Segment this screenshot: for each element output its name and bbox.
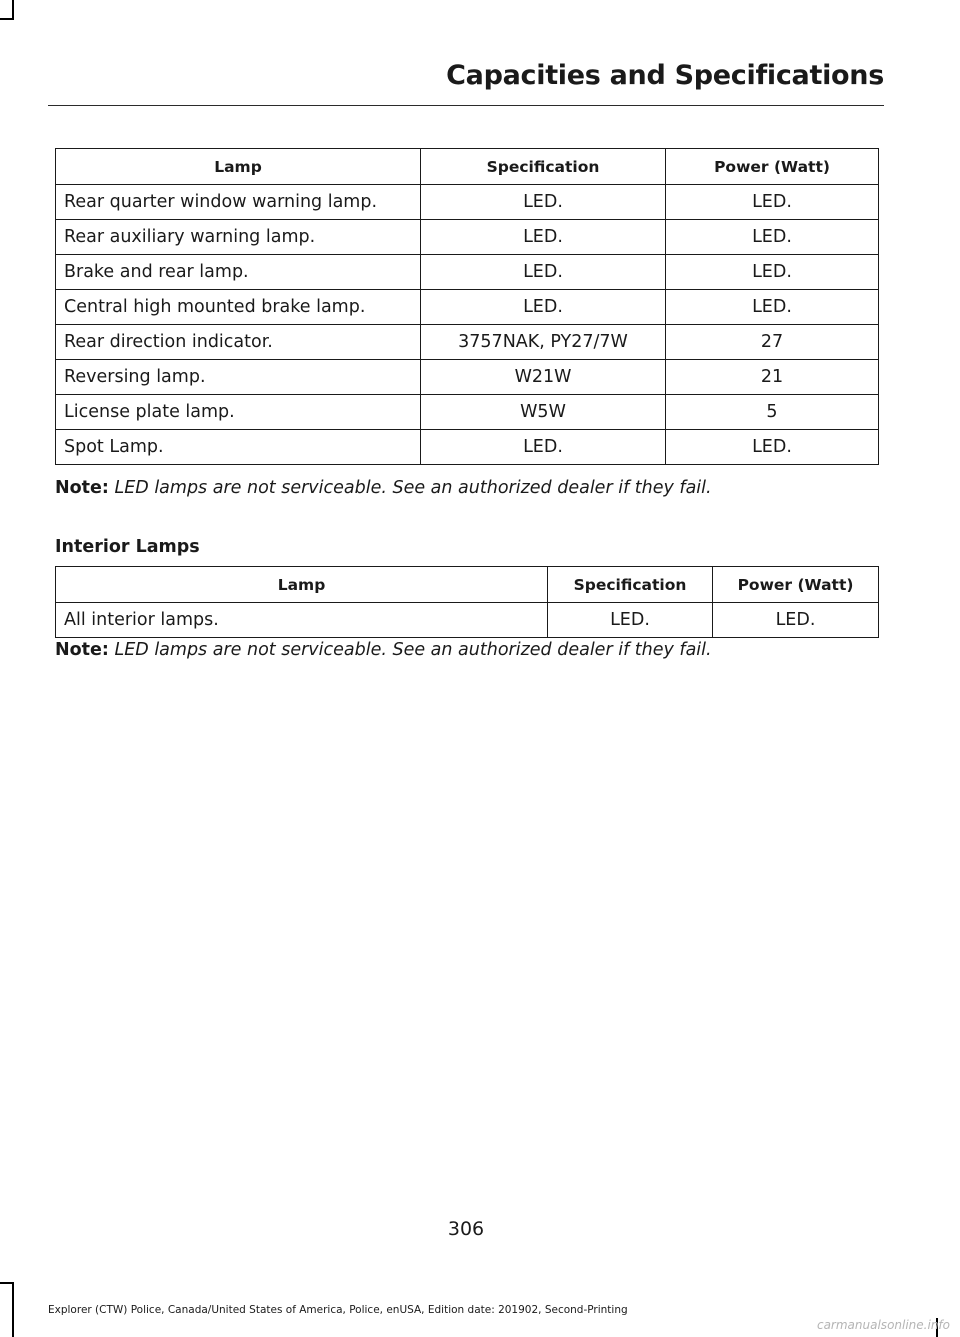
lamp-cell: Rear direction indicator.: [56, 325, 421, 360]
page-number: 306: [447, 1218, 485, 1240]
table-header-row: [56, 149, 879, 185]
table-row: [56, 255, 879, 290]
power-cell: LED.: [666, 185, 879, 220]
specification-cell: LED.: [421, 430, 666, 465]
note-led-interior: [55, 640, 712, 660]
specification-cell: LED.: [421, 255, 666, 290]
lamp-cell: Brake and rear lamp.: [56, 255, 421, 290]
lamp-cell: License plate lamp.: [56, 395, 421, 430]
page-title: Capacities and Specifications: [446, 60, 884, 91]
watermark: carmanualsonline.info: [816, 1318, 950, 1332]
specification-cell: LED.: [421, 290, 666, 325]
specification-cell: LED.: [421, 220, 666, 255]
note-text: LED lamps are not serviceable. See an authorized dealer if they fail.: [108, 640, 712, 660]
power-cell: LED.: [666, 430, 879, 465]
column-header-lamp: Lamp: [56, 567, 548, 603]
crop-mark-bottom-left: [12, 1282, 14, 1337]
column-header-power: Power (Watt): [713, 567, 879, 603]
table-row: [56, 360, 879, 395]
lamp-cell: Rear auxiliary warning lamp.: [56, 220, 421, 255]
specification-cell: LED.: [548, 603, 713, 638]
table-row: [56, 290, 879, 325]
note-label: Note:: [55, 478, 109, 498]
section-heading-interior-lamps: Interior Lamps: [55, 537, 200, 557]
table-row: [56, 325, 879, 360]
crop-mark-bottom-left-h: [0, 1282, 14, 1284]
specification-cell: W5W: [421, 395, 666, 430]
table-row: [56, 395, 879, 430]
table-row: [56, 430, 879, 465]
lamp-cell: Spot Lamp.: [56, 430, 421, 465]
specification-cell: 3757NAK, PY27/7W: [421, 325, 666, 360]
power-cell: 27: [666, 325, 879, 360]
crop-mark-top-left: [12, 0, 14, 20]
note-led-exterior: [55, 478, 712, 498]
power-cell: LED.: [666, 290, 879, 325]
lamp-cell: Reversing lamp.: [56, 360, 421, 395]
edition-footer: Explorer (CTW) Police, Canada/United States of America, Police, enUSA, Edition date: 201902, Second-Printing: [48, 1304, 628, 1316]
column-header-specification: Specification: [421, 149, 666, 185]
note-label: Note:: [55, 640, 109, 660]
power-cell: LED.: [713, 603, 879, 638]
table-row: [56, 603, 879, 638]
specification-cell: W21W: [421, 360, 666, 395]
lamp-cell: Central high mounted brake lamp.: [56, 290, 421, 325]
power-cell: LED.: [666, 220, 879, 255]
power-cell: LED.: [666, 255, 879, 290]
column-header-lamp: Lamp: [56, 149, 421, 185]
title-divider: [48, 105, 884, 106]
lamp-cell: Rear quarter window warning lamp.: [56, 185, 421, 220]
crop-mark-top-left-h: [0, 18, 14, 20]
specification-cell: LED.: [421, 185, 666, 220]
column-header-specification: Specification: [548, 567, 713, 603]
column-header-power: Power (Watt): [666, 149, 879, 185]
lamp-cell: All interior lamps.: [56, 603, 548, 638]
power-cell: 21: [666, 360, 879, 395]
table-row: [56, 220, 879, 255]
power-cell: 5: [666, 395, 879, 430]
table-header-row: [56, 567, 879, 603]
interior-lamps-table: [55, 566, 879, 638]
table-row: [56, 185, 879, 220]
exterior-lamps-table: [55, 148, 879, 465]
note-text: LED lamps are not serviceable. See an authorized dealer if they fail.: [108, 478, 712, 498]
